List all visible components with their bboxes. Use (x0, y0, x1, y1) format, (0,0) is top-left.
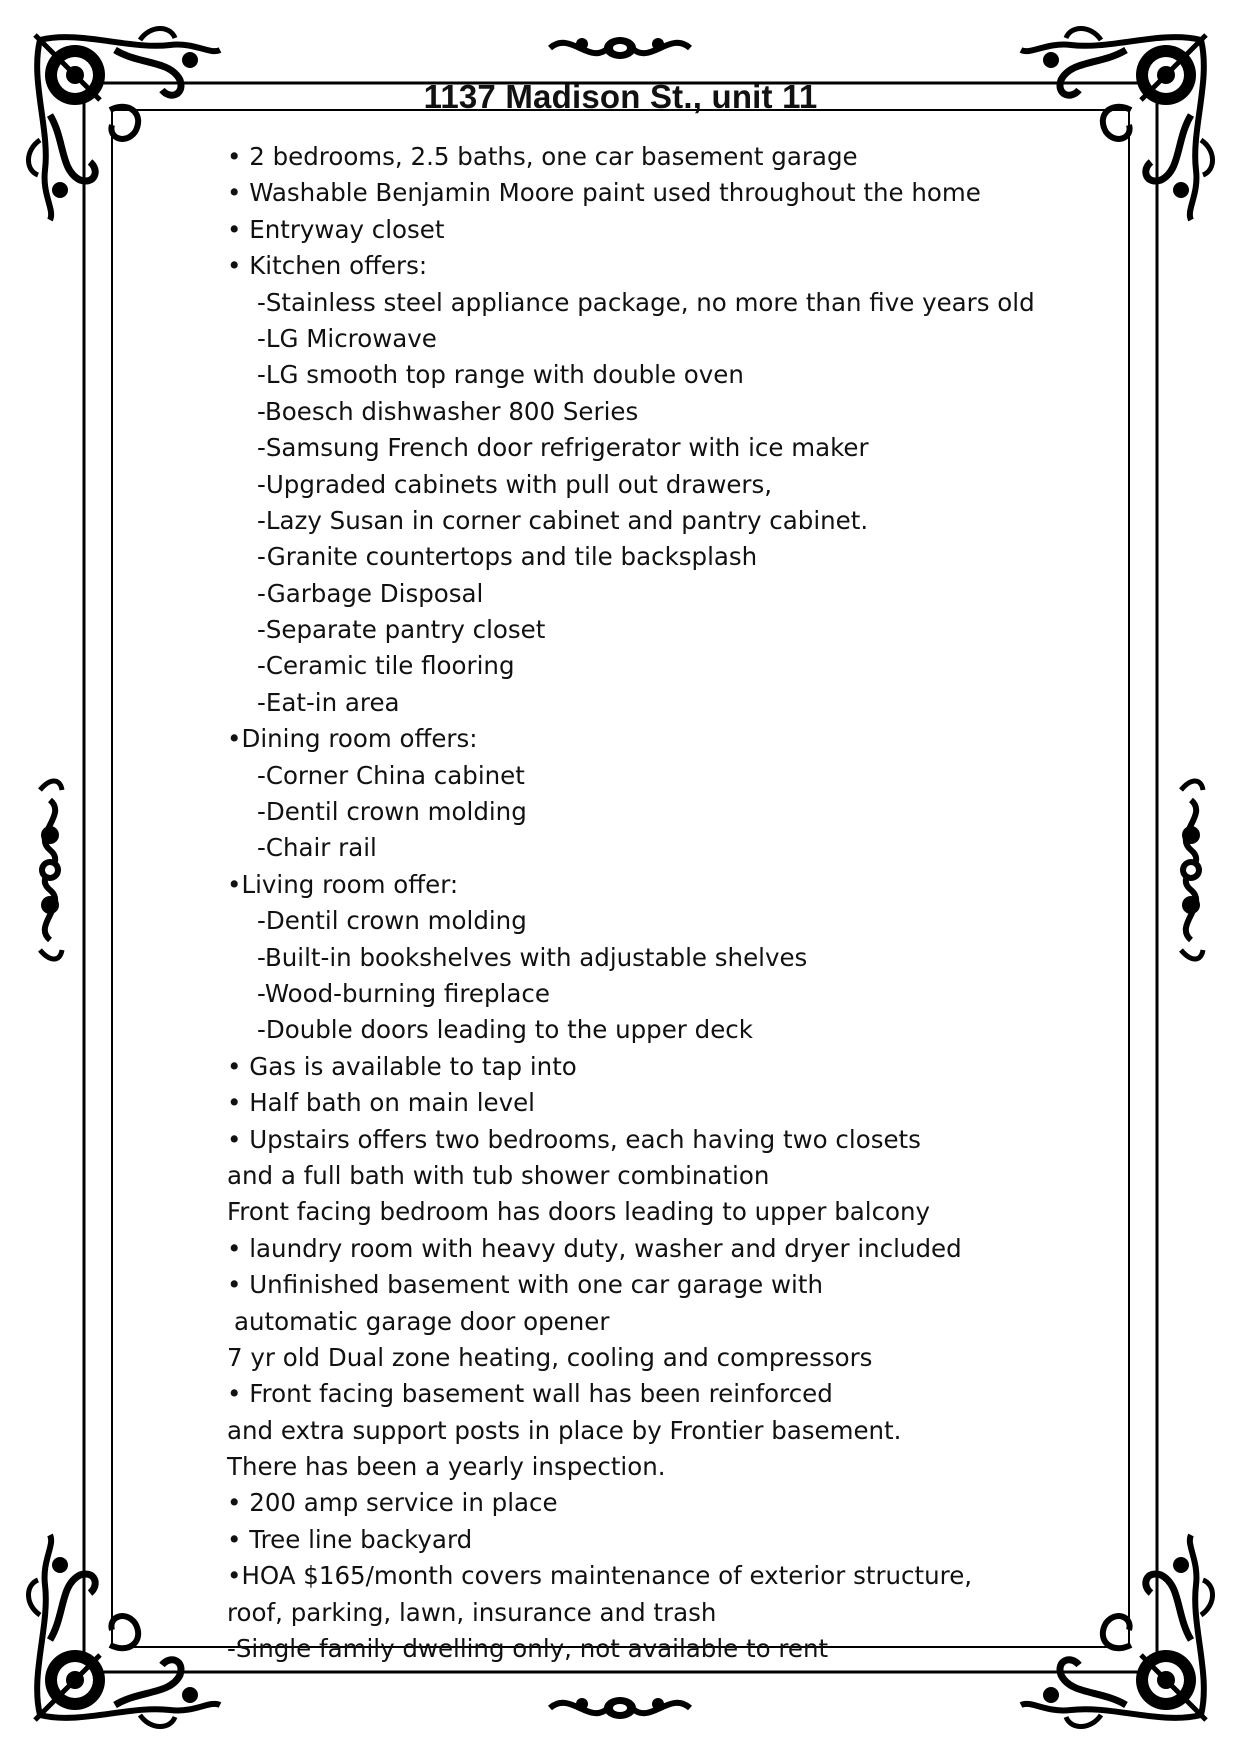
list-item: • Entryway closet (227, 214, 445, 244)
list-item: •Dining room offers: (227, 724, 478, 754)
sub-list-item: -Stainless steel appliance package, no more than five years old (257, 287, 1035, 317)
sub-list-item: -Chair rail (257, 833, 377, 863)
list-item: • Washable Benjamin Moore paint used throughout the home (227, 178, 981, 208)
list-item: • Tree line backyard (227, 1524, 473, 1554)
list-item: •Living room offer: (227, 869, 459, 899)
list-item: •HOA $165/month covers maintenance of exterior structure, (227, 1561, 973, 1591)
sub-list-item: -LG smooth top range with double oven (257, 360, 744, 390)
sub-list-item: -Samsung French door refrigerator with ice maker (257, 433, 869, 463)
list-item: There has been a yearly inspection. (227, 1452, 666, 1482)
sub-list-item: -Corner China cabinet (257, 760, 525, 790)
list-item: 7 yr old Dual zone heating, cooling and compressors (227, 1342, 873, 1372)
sub-list-item: -Eat-in area (257, 687, 400, 717)
list-item: Front facing bedroom has doors leading to upper balcony (227, 1197, 931, 1227)
sub-list-item: -Built-in bookshelves with adjustable shelves (257, 942, 808, 972)
list-item: • 2 bedrooms, 2.5 baths, one car basement garage (227, 142, 858, 171)
sub-list-item: -Dentil crown molding (257, 797, 527, 827)
sub-list-item: -Boesch dishwasher 800 Series (257, 396, 639, 426)
sub-list-item: -Lazy Susan in corner cabinet and pantry cabinet. (257, 505, 869, 535)
sub-list-item: -Separate pantry closet (257, 615, 546, 645)
sub-list-item: -Upgraded cabinets with pull out drawers, (257, 469, 773, 499)
list-item: • Front facing basement wall has been reinforced (227, 1379, 833, 1409)
page-title: 1137 Madison St., unit 11 (423, 78, 818, 115)
sub-list-item: -Wood-burning fireplace (257, 978, 550, 1008)
list-item: • 200 amp service in place (227, 1488, 558, 1518)
list-item: and a full bath with tub shower combination (227, 1160, 770, 1190)
list-item: • laundry room with heavy duty, washer and dryer included (227, 1233, 962, 1263)
list-item: -Single family dwelling only, not available to rent (227, 1634, 829, 1664)
list-item: automatic garage door opener (234, 1306, 610, 1336)
sub-list-item: -LG Microwave (257, 323, 437, 353)
list-item: • Unfinished basement with one car garage with (227, 1270, 823, 1300)
sub-list-item: -Granite countertops and tile backsplash (257, 542, 758, 572)
sub-list-item: -Ceramic tile flooring (257, 651, 515, 681)
list-item: • Gas is available to tap into (227, 1051, 577, 1081)
sub-list-item: -Dentil crown molding (257, 906, 527, 936)
list-item: roof, parking, lawn, insurance and trash (227, 1597, 717, 1627)
sub-list-item: -Garbage Disposal (257, 578, 484, 608)
list-item: • Upstairs offers two bedrooms, each having two closets (227, 1124, 921, 1154)
list-item: • Kitchen offers: (227, 251, 428, 281)
feature-list (227, 139, 1107, 1667)
sub-list-item: -Double doors leading to the upper deck (257, 1015, 753, 1045)
list-item: and extra support posts in place by Frontier basement. (227, 1415, 902, 1445)
list-item: • Half bath on main level (227, 1088, 535, 1118)
